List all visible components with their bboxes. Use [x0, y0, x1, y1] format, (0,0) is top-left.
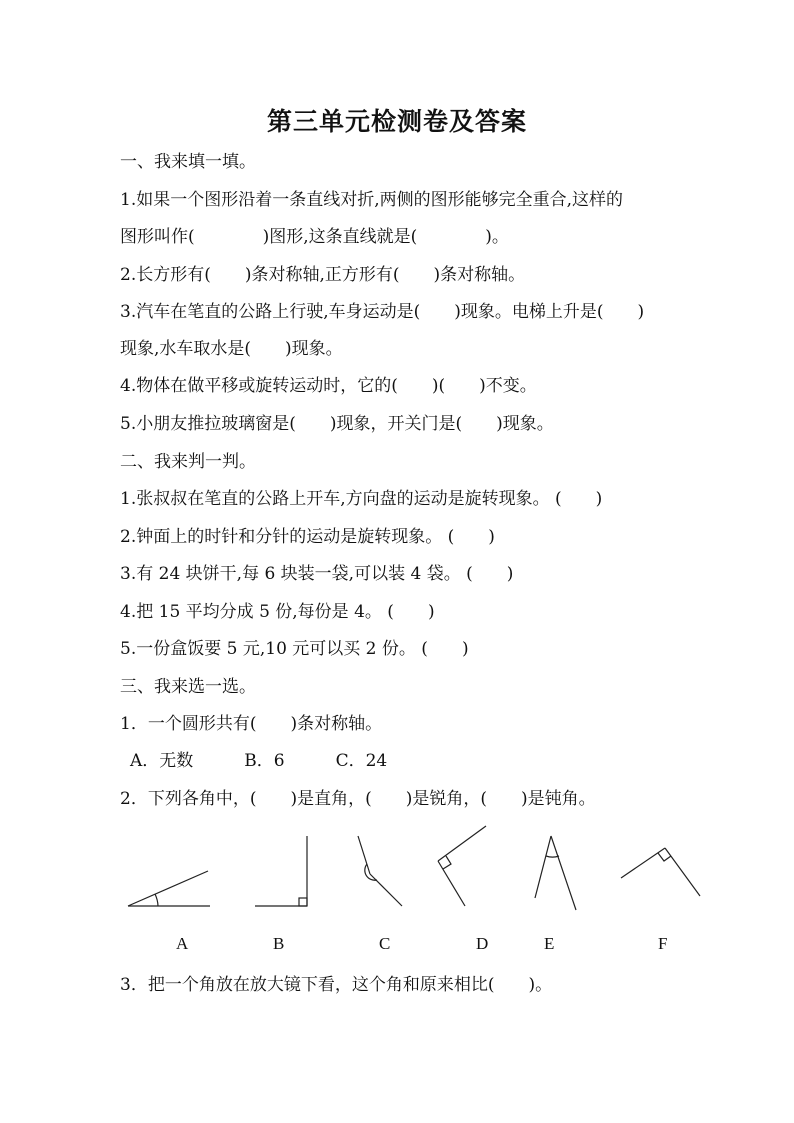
s1-q2: 2.长方形有( )条对称轴,正方形有( )条对称轴。: [120, 265, 526, 285]
s2-q3: 3.有 24 块饼干,每 6 块装一袋,可以装 4 袋。 ( ): [120, 564, 514, 584]
angle-label-c: C: [379, 934, 391, 953]
angle-label-a: A: [176, 934, 189, 953]
s2-q1: 1.张叔叔在笔直的公路上开车,方向盘的运动是旋转现象。 ( ): [120, 489, 603, 509]
s2-q5: 5.一份盒饭要 5 元,10 元可以买 2 份。 ( ): [120, 639, 469, 659]
s3-q3: 3．把一个角放在放大镜下看，这个角和原来相比( )。: [120, 975, 553, 995]
angle-label-b: B: [273, 934, 285, 953]
angle-d-figure: [438, 826, 486, 906]
angle-label-d: D: [476, 934, 489, 953]
angle-e-figure: [535, 836, 576, 910]
s1-q5: 5.小朋友推拉玻璃窗是( )现象，开关门是( )现象。: [120, 414, 554, 434]
s1-q1-line2: 图形叫作( )图形,这条直线就是( )。: [120, 227, 509, 247]
angle-label-f: F: [658, 934, 668, 953]
angle-c-figure: [358, 836, 402, 906]
angle-figures: [110, 818, 710, 918]
s1-q1-line1: 1.如果一个图形沿着一条直线对折,两侧的图形能够完全重合,这样的: [120, 190, 624, 210]
section2-heading: 二、我来判一判。: [120, 452, 256, 472]
s2-q4: 4.把 15 平均分成 5 份,每份是 4。 ( ): [120, 602, 435, 622]
angle-b-figure: [255, 836, 307, 906]
s3-q2: 2．下列各角中，( )是直角，( )是锐角，( )是钝角。: [120, 789, 596, 809]
s3-q1: 1．一个圆形共有( )条对称轴。: [120, 714, 383, 734]
s2-q2: 2.钟面上的时针和分针的运动是旋转现象。 ( ): [120, 527, 495, 547]
angle-f-figure: [621, 848, 700, 896]
section1-heading: 一、我来填一填。: [120, 152, 256, 172]
page-title: 第三单元检测卷及答案: [266, 107, 527, 136]
angle-label-e: E: [544, 934, 555, 953]
s1-q3-line2: 现象,水车取水是( )现象。: [120, 339, 343, 359]
s3-q1-options: A．无数 B．6 C．24: [130, 751, 388, 771]
section3-heading: 三、我来选一选。: [120, 677, 256, 697]
angle-a-figure: [128, 871, 210, 906]
s1-q3-line1: 3.汽车在笔直的公路上行驶,车身运动是( )现象。电梯上升是( ): [120, 302, 645, 322]
s1-q4: 4.物体在做平移或旋转运动时，它的( )( )不变。: [120, 376, 537, 396]
